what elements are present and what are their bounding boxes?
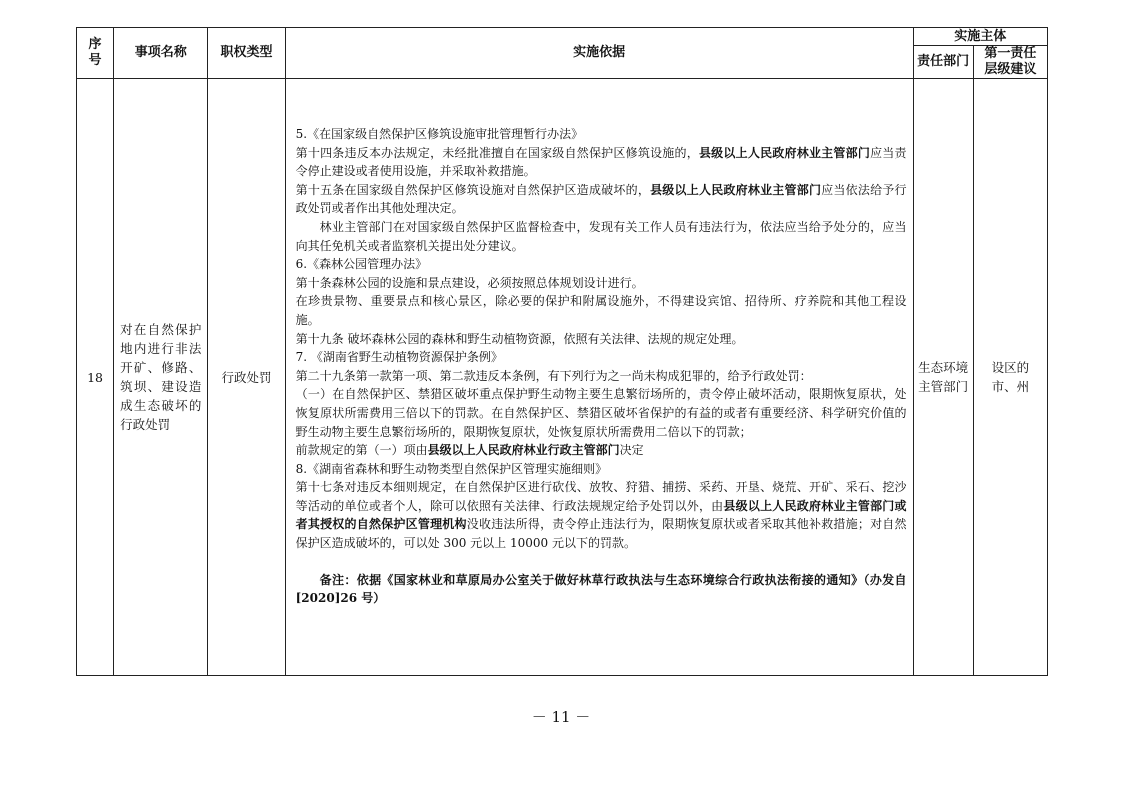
basis-p7: 在珍贵景物、重要景点和核心景区，除必要的保护和附属设施外，不得建设宾馆、招待所、疗养院和其他工程设施。 [295,294,907,327]
header-basis: 实施依据 [285,28,913,79]
basis-cell [285,79,913,676]
row-item-name-cell [114,79,208,676]
basis-p1: 5.《在国家级自然保护区修筑设施审批管理暂行办法》 [295,127,584,141]
row-item-name: 对在自然保护地内进行非法开矿、修路、筑坝、建设造成生态破坏的行政处罚 [120,322,202,432]
header-subject: 实施主体 [913,28,1047,46]
basis-p14: 第十七条对违反本细则规定，在自然保护区进行砍伐、放牧、狩猎、捕捞、采药、开垦、烧荒、开矿、采石、挖沙等活动的单位或者个人，除可以依照有关法律、行政法规规定给予处罚以外，由县级以上人民政府林业主管部门或者其授权的自然保护区管理机构没收违法所得，责令停止违法行为，限期恢复原状或者采取其他补救措施；对自然保护区造成破坏的，可以处 300 元以上 10000 元以下的罚款。 [295,480,907,551]
basis-p12: 前款规定的第（一）项由县级以上人民政府林业行政主管部门决定 [295,443,644,458]
basis-p11: （一）在自然保护区、禁猎区破坏重点保护野生动物主要生息繁衍场所的，责令停止破坏活动，限期恢复原状，处恢复原状所需费用三倍以下的罚款。在自然保护区、禁猎区破坏省保护的有益的或者有重要经济、科学研究价值的野生动物主要生息繁衍场所的，限期恢复原状，处恢复原状所需费用二倍以下的罚款； [295,387,907,439]
header-seq: 序号 [77,28,114,79]
basis-p9: 7. 《湖南省野生动植物资源保护条例》 [295,350,503,365]
basis-p3: 第十五条在国家级自然保护区修筑设施对自然保护区造成破坏的，县级以上人民政府林业主管部门应当依法给予行政处罚或者作出其他处理决定。 [295,182,907,216]
header-dept: 责任部门 [913,46,973,79]
row-level: 设区的市、州 [973,79,1047,676]
row-dept: 生态环境主管部门 [913,79,973,676]
basis-p6: 第十条森林公园的设施和景点建设，必须按照总体规划设计进行。 [295,275,644,290]
row-power-type: 行政处罚 [208,79,285,676]
enforcement-table [76,27,1048,676]
basis-p8: 第十九条 破坏森林公园的森林和野生动植物资源，依照有关法律、法规的规定处理。 [295,331,744,346]
basis-p4: 林业主管部门在对国家级自然保护区监督检查中，发现有关工作人员有违法行为，依法应当给予处分的，应当向其任免机关或者监察机关提出处分建议。 [295,219,907,253]
page-number: － 11 － [531,708,591,726]
row-seq: 18 [77,79,114,676]
basis-p13: 8.《湖南省森林和野生动物类型自然保护区管理实施细则》 [295,461,608,476]
header-level: 第一责任层级建议 [973,46,1047,79]
basis-p10: 第二十九条第一款第一项、第二款违反本条例，有下列行为之一尚未构成犯罪的，给予行政处罚： [295,368,812,383]
header-item-name: 事项名称 [114,28,208,79]
basis-note: 备注：依据《国家林业和草原局办公室关于做好林草行政执法与生态环境综合行政执法衔接的通知》（办发自[2020]26 号） [295,572,907,606]
basis-p5: 6.《森林公园管理办法》 [295,257,428,272]
basis-p2: 第十四条违反本办法规定，未经批准擅自在国家级自然保护区修筑设施的，县级以上人民政府林业主管部门应当责令停止建设或者使用设施，并采取补救措施。 [295,145,907,179]
header-power-type: 职权类型 [208,28,285,79]
